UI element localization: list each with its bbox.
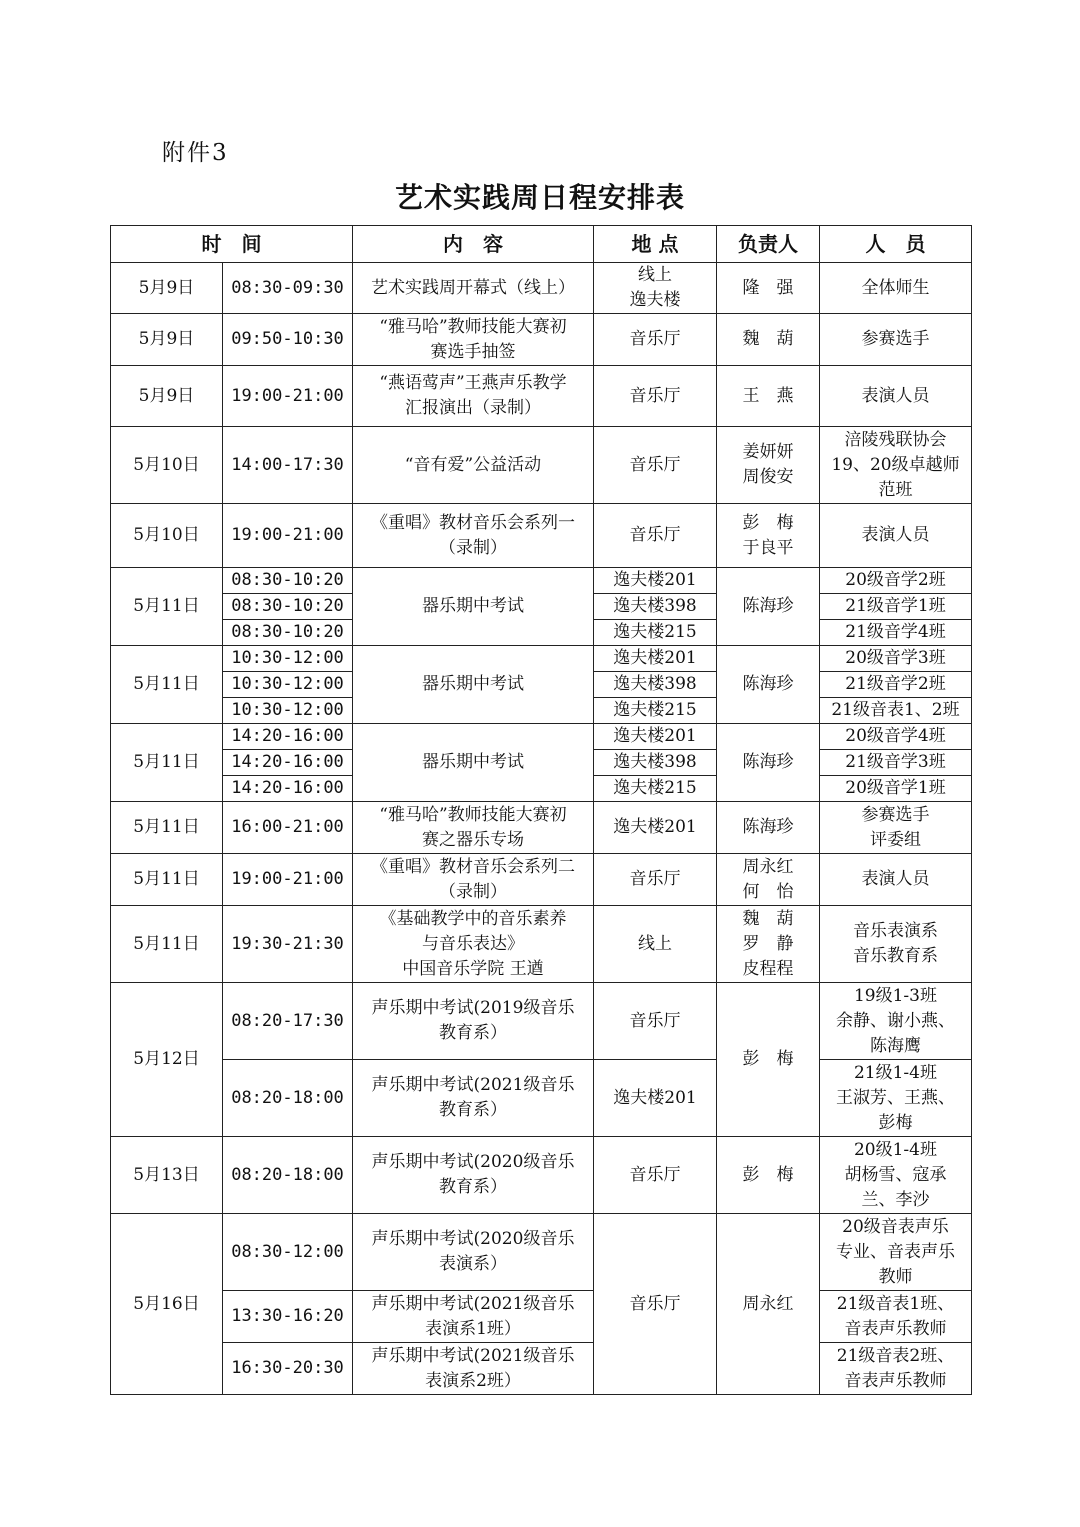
date-cell: 5月16日 [111, 1214, 223, 1395]
header-person-in-charge: 负责人 [717, 226, 820, 263]
table-row [111, 1214, 972, 1291]
date-cell: 5月11日 [111, 802, 223, 854]
date-cell: 5月9日 [111, 314, 223, 366]
content-cell: “雅马哈”教师技能大赛初 赛之器乐专场 [353, 802, 594, 854]
participants-cell: 表演人员 [820, 366, 972, 427]
person-cell: 陈海珍 [717, 802, 820, 854]
location-cell: 线上 逸夫楼 [594, 263, 717, 314]
table-row [111, 724, 972, 750]
date-cell: 5月13日 [111, 1137, 223, 1214]
person-cell: 魏 葫 [717, 314, 820, 366]
location-cell: 逸夫楼398 [594, 594, 717, 620]
person-cell: 姜妍妍 周俊安 [717, 427, 820, 504]
table-row [111, 504, 972, 568]
person-cell: 王 燕 [717, 366, 820, 427]
person-cell: 陈海珍 [717, 568, 820, 646]
content-cell: 声乐期中考试(2021级音乐 表演系2班） [353, 1343, 594, 1395]
content-cell: 声乐期中考试(2019级音乐 教育系） [353, 983, 594, 1060]
time-cell: 08:20-18:00 [223, 1137, 353, 1214]
date-cell: 5月11日 [111, 906, 223, 983]
table-row [111, 568, 972, 594]
location-cell: 逸夫楼201 [594, 1060, 717, 1137]
participants-cell: 表演人员 [820, 504, 972, 568]
time-cell: 10:30-12:00 [223, 698, 353, 724]
header-content: 内 容 [353, 226, 594, 263]
location-cell: 逸夫楼201 [594, 568, 717, 594]
time-cell: 08:20-17:30 [223, 983, 353, 1060]
time-cell: 08:30-12:00 [223, 1214, 353, 1291]
location-cell: 逸夫楼215 [594, 776, 717, 802]
date-cell: 5月9日 [111, 263, 223, 314]
date-cell: 5月11日 [111, 854, 223, 906]
attachment-label: 附件3 [162, 140, 229, 166]
person-cell: 隆 强 [717, 263, 820, 314]
time-cell: 14:00-17:30 [223, 427, 353, 504]
participants-cell: 21级音表2班、 音表声乐教师 [820, 1343, 972, 1395]
location-cell: 音乐厅 [594, 983, 717, 1060]
date-cell: 5月11日 [111, 724, 223, 802]
content-cell: 艺术实践周开幕式（线上） [353, 263, 594, 314]
person-cell: 周永红 何 怡 [717, 854, 820, 906]
header-row [111, 226, 972, 263]
time-cell: 08:30-10:20 [223, 594, 353, 620]
participants-cell: 参赛选手 [820, 314, 972, 366]
page-title: 艺术实践周日程安排表 [394, 181, 685, 214]
date-cell: 5月12日 [111, 983, 223, 1137]
participants-cell: 全体师生 [820, 263, 972, 314]
time-cell: 14:20-16:00 [223, 724, 353, 750]
header-time: 时 间 [111, 226, 353, 263]
participants-cell: 20级音学1班 [820, 776, 972, 802]
table-row [111, 366, 972, 427]
time-cell: 08:20-18:00 [223, 1060, 353, 1137]
location-cell: 逸夫楼215 [594, 620, 717, 646]
table-row [111, 646, 972, 672]
content-cell: 《重唱》教材音乐会系列二 （录制） [353, 854, 594, 906]
location-cell: 音乐厅 [594, 854, 717, 906]
time-cell: 19:00-21:00 [223, 504, 353, 568]
participants-cell: 21级音学2班 [820, 672, 972, 698]
time-cell: 08:30-10:20 [223, 568, 353, 594]
time-cell: 19:30-21:30 [223, 906, 353, 983]
time-cell: 13:30-16:20 [223, 1291, 353, 1343]
date-cell: 5月9日 [111, 366, 223, 427]
time-cell: 16:00-21:00 [223, 802, 353, 854]
table-row [111, 983, 972, 1060]
participants-cell: 21级音学1班 [820, 594, 972, 620]
table-row [111, 1291, 972, 1343]
content-cell: 声乐期中考试(2021级音乐 教育系） [353, 1060, 594, 1137]
participants-cell: 21级音表1班、 音表声乐教师 [820, 1291, 972, 1343]
date-cell: 5月10日 [111, 427, 223, 504]
participants-cell: 20级音学4班 [820, 724, 972, 750]
person-cell: 陈海珍 [717, 646, 820, 724]
table-row [111, 854, 972, 906]
participants-cell: 21级音学3班 [820, 750, 972, 776]
table-row [111, 263, 972, 314]
table-row [111, 427, 972, 504]
date-cell: 5月10日 [111, 504, 223, 568]
location-cell: 逸夫楼398 [594, 750, 717, 776]
time-cell: 10:30-12:00 [223, 646, 353, 672]
person-cell: 彭 梅 [717, 983, 820, 1137]
person-cell: 周永红 [717, 1214, 820, 1395]
table-row [111, 802, 972, 854]
time-cell: 19:00-21:00 [223, 854, 353, 906]
location-cell: 逸夫楼201 [594, 646, 717, 672]
time-cell: 19:00-21:00 [223, 366, 353, 427]
location-cell: 逸夫楼215 [594, 698, 717, 724]
location-cell: 音乐厅 [594, 1137, 717, 1214]
content-cell: 声乐期中考试(2020级音乐 表演系） [353, 1214, 594, 1291]
participants-cell: 表演人员 [820, 854, 972, 906]
location-cell: 音乐厅 [594, 314, 717, 366]
content-cell: “雅马哈”教师技能大赛初 赛选手抽签 [353, 314, 594, 366]
table-row [111, 906, 972, 983]
schedule-table [110, 225, 972, 1395]
table-row [111, 1137, 972, 1214]
person-cell: 彭 梅 [717, 1137, 820, 1214]
location-cell: 音乐厅 [594, 504, 717, 568]
participants-cell: 21级音表1、2班 [820, 698, 972, 724]
content-cell: 器乐期中考试 [353, 646, 594, 724]
table-row [111, 1343, 972, 1395]
participants-cell: 参赛选手 评委组 [820, 802, 972, 854]
participants-cell: 21级音学4班 [820, 620, 972, 646]
date-cell: 5月11日 [111, 646, 223, 724]
person-cell: 魏 葫 罗 静 皮程程 [717, 906, 820, 983]
time-cell: 08:30-09:30 [223, 263, 353, 314]
content-cell: 《基础教学中的音乐素养 与音乐表达》 中国音乐学院 王遒 [353, 906, 594, 983]
time-cell: 09:50-10:30 [223, 314, 353, 366]
header-location: 地 点 [594, 226, 717, 263]
location-cell: 逸夫楼398 [594, 672, 717, 698]
content-cell: 器乐期中考试 [353, 568, 594, 646]
content-cell: 《重唱》教材音乐会系列一 （录制） [353, 504, 594, 568]
table-row [111, 314, 972, 366]
participants-cell: 20级音学2班 [820, 568, 972, 594]
participants-cell: 20级音表声乐 专业、音表声乐 教师 [820, 1214, 972, 1291]
location-cell: 线上 [594, 906, 717, 983]
date-cell: 5月11日 [111, 568, 223, 646]
person-cell: 陈海珍 [717, 724, 820, 802]
participants-cell: 19级1-3班 余静、谢小燕、 陈海鹰 [820, 983, 972, 1060]
schedule-body [111, 226, 972, 1395]
content-cell: 声乐期中考试(2020级音乐 教育系） [353, 1137, 594, 1214]
location-cell: 逸夫楼201 [594, 724, 717, 750]
participants-cell: 涪陵残联协会 19、20级卓越师 范班 [820, 427, 972, 504]
time-cell: 14:20-16:00 [223, 776, 353, 802]
location-cell: 音乐厅 [594, 427, 717, 504]
content-cell: “燕语莺声”王燕声乐教学 汇报演出（录制） [353, 366, 594, 427]
time-cell: 14:20-16:00 [223, 750, 353, 776]
content-cell: 器乐期中考试 [353, 724, 594, 802]
time-cell: 16:30-20:30 [223, 1343, 353, 1395]
person-cell: 彭 梅 于良平 [717, 504, 820, 568]
time-cell: 08:30-10:20 [223, 620, 353, 646]
content-cell: “音有爱”公益活动 [353, 427, 594, 504]
participants-cell: 20级音学3班 [820, 646, 972, 672]
content-cell: 声乐期中考试(2021级音乐 表演系1班） [353, 1291, 594, 1343]
location-cell: 逸夫楼201 [594, 802, 717, 854]
table-row [111, 1060, 972, 1137]
location-cell: 音乐厅 [594, 1214, 717, 1395]
location-cell: 音乐厅 [594, 366, 717, 427]
participants-cell: 20级1-4班 胡杨雪、寇承 兰、李沙 [820, 1137, 972, 1214]
time-cell: 10:30-12:00 [223, 672, 353, 698]
participants-cell: 音乐表演系 音乐教育系 [820, 906, 972, 983]
header-participants: 人 员 [820, 226, 972, 263]
participants-cell: 21级1-4班 王淑芳、王燕、 彭梅 [820, 1060, 972, 1137]
